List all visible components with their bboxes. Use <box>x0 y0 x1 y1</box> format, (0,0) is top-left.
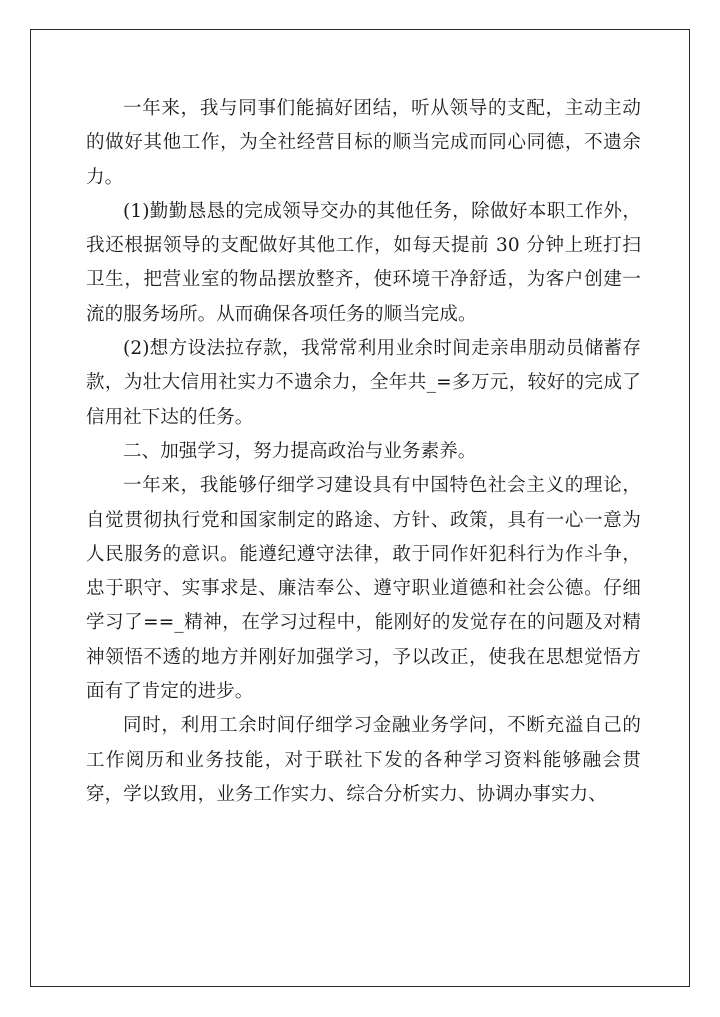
paragraph-item-2: (2)想方设法拉存款，我常常利用业余时间走亲串朋动员储蓄存款，为壮大信用社实力不遗余力，全年共_=多万元，较好的完成了信用社下达的任务。 <box>86 338 641 428</box>
document-body <box>86 92 641 812</box>
paragraph-study: 一年来，我能够仔细学习建设具有中国特色社会主义的理论，自觉贯彻执行党和国家制定的路途、方针、政策，具有一心一意为人民服务的意识。能遵纪遵守法律，敢于同作奸犯科行为作斗争，忠于职守、实事求是、廉洁奉公、遵守职业道德和社会公德。仔细学习了==_精神，在学习过程中，能刚好的发觉存在的问题及对精神领悟不透的地方并刚好加强学习，予以改正，使我在思想觉悟方面有了肯定的进步。 <box>86 475 641 703</box>
paragraph-teamwork: 一年来，我与同事们能搞好团结，听从领导的支配，主动主动的做好其他工作，为全社经营目标的顺当完成而同心同德，不遗余力。 <box>86 98 641 188</box>
paragraph-item-1: (1)勤勤恳恳的完成领导交办的其他任务，除做好本职工作外，我还根据领导的支配做好其他工作，如每天提前 30 分钟上班打扫卫生，把营业室的物品摆放整齐，使环境干净舒适，为客户创建一流的服务场所。从而确保各项任务的顺当完成。 <box>86 200 641 325</box>
paragraph-business-knowledge: 同时，利用工余时间仔细学习金融业务学问，不断充溢自己的工作阅历和业务技能，对于联社下发的各种学习资料能够融会贯穿，学以致用，业务工作实力、综合分析实力、协调办事实力、 <box>86 715 641 805</box>
section-heading-study: 二、加强学习，努力提高政治与业务素养。 <box>123 440 477 462</box>
